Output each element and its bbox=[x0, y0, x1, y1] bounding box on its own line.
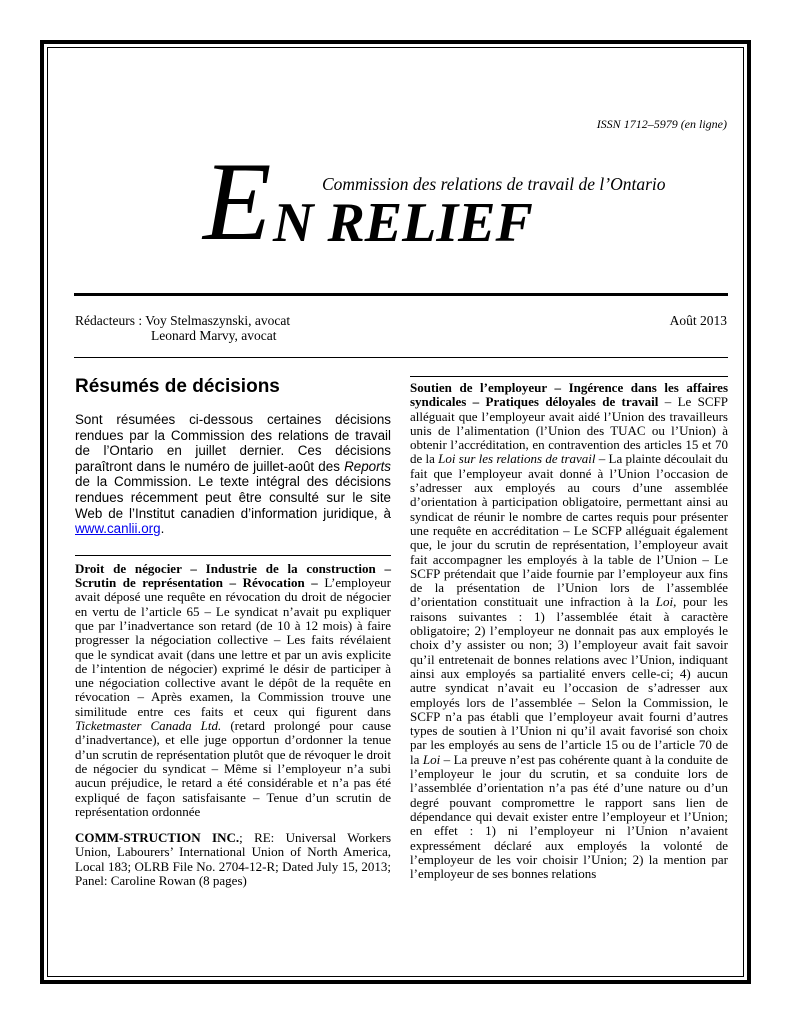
editors-line-1: Rédacteurs : Voy Stelmaszynski, avocat bbox=[75, 313, 291, 328]
case-italic-loi-2: Loi bbox=[422, 751, 441, 767]
case-heading-2: Soutien de l’employeur – Ingérence dans les affaires syndicales – Pratiques déloyales de travail bbox=[410, 380, 728, 410]
case-text-2a: – Le SCFP alléguait que l’employeur avait aidé l’Union des travailleurs unis de l’alimentation (l’Union des TUAC ou l’Union) à obtenir l’accréditation, en contravention des articles 15 et 70 de la bbox=[410, 394, 728, 467]
masthead-rule bbox=[74, 293, 728, 296]
canlii-link[interactable]: www.canlii.org bbox=[75, 521, 161, 537]
citation-details: ; RE: Universal Workers Union, Labourers’ International Union of North America, Local 183; OLRB File No. 2704-12-R; Dated July 15, 2013; Panel: Caroline Rowan (8 pages) bbox=[75, 830, 392, 888]
case-text-1b: (retard prolongé pour cause d’inadvertance), et elle juge opportun d’ordonner la tenue d’un scrutin de représentation plutôt que de révoquer le droit de négocier du syndicat – Même si l’employeur n’a subi aucun préjudice, le retard a été considérable et n’a pas été expliqué de façon satisfaisante – Tenue d’un scrutin de représentation ordonnée bbox=[75, 718, 391, 819]
case-text-2d: – La preuve n’est pas cohérente quant à la conduite de l’employeur le jour du scrutin, et sa conduite lors de l’assemblée d’orientation n’a pas été d’une nature ou d’un degré pouvant compromettre le rapport sans lien de dépendance qui devait exister entre l’employeur et l’Union; en effet : 1) ni l’employeur ni l’Union n’avaient expressément déclaré aux employés la volonté de l’employeur de les voir choisir l’Union; 2) la mention par l’employeur de ses bonnes relations bbox=[410, 751, 728, 882]
issue-date: Août 2013 bbox=[669, 313, 727, 328]
intro-paragraph bbox=[75, 412, 391, 537]
masthead-big-letter: E bbox=[203, 140, 272, 264]
intro-text-1: Sont résumées ci-dessous certaines décisions rendues par la Commission des relations de travail de l’Ontario en juillet dernier. Ces décisions paraîtront dans le numéro de juillet-août des bbox=[75, 412, 391, 474]
case-italic-loi-relations: Loi sur les relations de travail bbox=[438, 451, 596, 467]
case-summary-2 bbox=[410, 381, 728, 881]
right-column-top-rule bbox=[410, 376, 728, 377]
case-text-2b: – La plainte découlait du fait que l’employeur avait donné à l’Union l’occasion de s’adresser aux employés au cours d’une assemblée d’orientation à participation obligatoire, permettant ainsi au syndicat de réunir le nombre de cartes requis pour présenter une requête en accréditation – Le SCFP alléguait également que, le jour du scrutin de représentation, l’employeur avait fait accompagner les employés à la table de l’Union – Le SCFP prétendait que l’aide fournie par l’employeur aux fins de la présentation de l’Union lors de l’assemblée d’orientation constituait une infraction à la bbox=[410, 451, 729, 610]
section-separator bbox=[75, 555, 391, 556]
left-column bbox=[75, 376, 391, 888]
editors-rule bbox=[74, 357, 728, 358]
case-italic-ticketmaster: Ticketmaster Canada Ltd. bbox=[75, 718, 222, 734]
case-heading-1: Droit de négocier – Industrie de la construction – Scrutin de représentation – Révocation – bbox=[75, 560, 391, 591]
masthead-tagline: Commission des relations de travail de l’Ontario bbox=[322, 174, 666, 194]
citation-party-name: COMM-STRUCTION INC. bbox=[75, 830, 240, 846]
section-title: Résumés de décisions bbox=[75, 376, 280, 397]
intro-reports-italic: Reports bbox=[344, 458, 391, 474]
intro-text-end: . bbox=[160, 521, 165, 537]
case-italic-loi-1: Loi bbox=[655, 594, 674, 610]
right-column bbox=[410, 376, 728, 881]
masthead-title: N RELIEF bbox=[273, 192, 533, 254]
issn-number: ISSN 1712–5979 (en ligne) bbox=[596, 117, 727, 131]
editors-block bbox=[75, 313, 290, 343]
intro-text-2: de la Commission. Le texte intégral des décisions rendues récemment peut être consulté sur le site Web de l’Institut canadien d’information juridique, à bbox=[75, 474, 391, 521]
case-text-1a: L’employeur avait déposé une requête en révocation du droit de négocier en vertu de l’article 65 – Le syndicat n’avait pu expliquer que par l’inadvertance son retard (de 10 à 12 mois) à faire progresser la négociation collective – Les faits révélaient que le syndicat avait (dans une lettre et par un avis explicite de l’intention de négocier) exprimé le désir de participer à une négociation collective avant le dépôt de la requête en révocation – Après examen, la Commission trouve une similitude entre ces faits et ceux qui figurent dans bbox=[75, 575, 392, 719]
case-citation-1 bbox=[75, 831, 391, 888]
case-summary-1 bbox=[75, 562, 391, 819]
editors-line-2: Leonard Marvy, avocat bbox=[151, 328, 277, 343]
case-text-2c: , pour les raisons suivantes : 1) l’assemblée était à caractère obligatoire; 2) l’employeur ne donnait pas aux employés le choix d’y assister ou non; 3) l’employeur avait fait savoir qu’il entretenait de bonnes relations avec l’Union, indiquant ainsi aux employés sa partialité envers celle-ci; 4) aucun autre syndicat n’avait eu l’occasion de s’adresser aux employés lors de l’assemblée – Selon la Commission, le SCFP n’a pas établi que l’employeur avait fourni d’autres types de soutien à l’Union ni qu’il avait favorisé son choix par les employés au sens de l’article 15 ou de l’article 70 de la bbox=[410, 594, 728, 767]
